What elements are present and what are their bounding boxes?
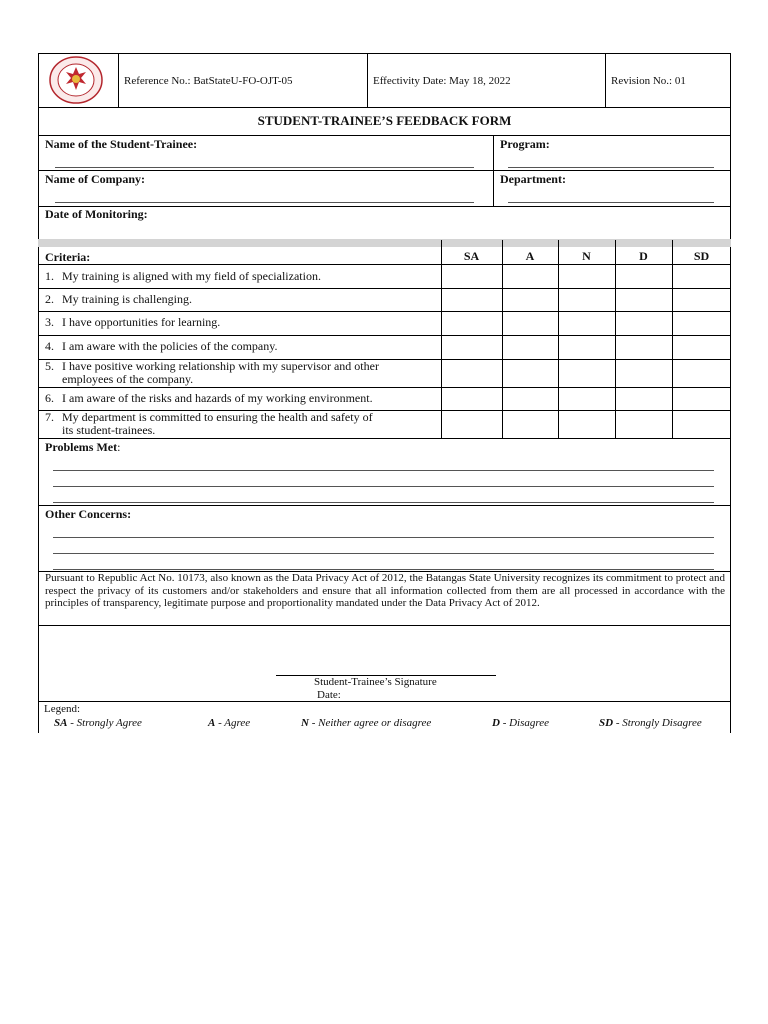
legend-sd (599, 717, 702, 729)
problems-colon: : (117, 440, 121, 454)
criteria-item-6 (45, 392, 435, 405)
divider (38, 625, 731, 626)
legend-text: - Strongly Disagree (613, 717, 702, 729)
divider (367, 53, 368, 107)
legend-d (492, 717, 549, 729)
column-sa: SA (463, 249, 480, 263)
legend-text: - Strongly Agree (67, 717, 142, 729)
item-number: 5. (45, 359, 54, 373)
problems-line-2[interactable] (53, 486, 714, 487)
department-label: Department: (500, 172, 566, 186)
divider (118, 53, 119, 107)
feedback-form (38, 53, 731, 733)
item-text: My department is committed to ensuring the health and safety of (62, 410, 373, 424)
rating-cells[interactable] (442, 265, 730, 438)
reference-number: Reference No.: BatStateU-FO-OJT-05 (124, 75, 293, 87)
department-field[interactable] (508, 202, 714, 203)
legend-abbr: SA (54, 717, 68, 729)
concerns-line-2[interactable] (53, 553, 714, 554)
data-privacy-notice: Pursuant to Republic Act No. 10173, also known as the Data Privacy Act of 2012, the Batangas State University recognizes its commitment to protect and respect the privacy of its customers and/or stakeholders and ensure that all information collected from them are all processed in accordance with the principles of transparency, legitimate purpose and proportionality mandated under the Data Privacy Act of 2012. (45, 572, 725, 610)
item-text-continued: its student-trainees. (62, 423, 156, 437)
divider (38, 701, 731, 702)
student-name-label: Name of the Student-Trainee: (45, 137, 198, 151)
company-field[interactable] (55, 202, 474, 203)
column-d: D (639, 249, 648, 263)
problems-line-1[interactable] (53, 470, 714, 471)
criteria-item-1 (45, 270, 435, 283)
student-name-field[interactable] (55, 167, 474, 168)
item-number: 6. (45, 391, 54, 405)
legend-text: - Neither agree or disagree (308, 717, 432, 729)
legend-text: - Agree (215, 717, 251, 729)
divider (605, 53, 606, 107)
effectivity-date: Effectivity Date: May 18, 2022 (373, 75, 511, 87)
item-text-continued: employees of the company. (62, 372, 194, 386)
monitoring-date-label: Date of Monitoring: (45, 207, 148, 221)
concerns-line-3[interactable] (53, 569, 714, 570)
problems-line-3[interactable] (53, 502, 714, 503)
divider (38, 170, 731, 171)
divider (38, 107, 731, 108)
legend-abbr: D (492, 717, 500, 729)
legend-title: Legend: (44, 703, 81, 715)
item-number: 4. (45, 339, 54, 353)
legend-abbr: N (301, 717, 309, 729)
item-text: My training is aligned with my field of specialization. (62, 269, 321, 283)
legend-abbr: A (208, 717, 216, 729)
item-number: 3. (45, 315, 54, 329)
item-text: I am aware of the risks and hazards of my working environment. (62, 391, 373, 405)
university-logo (48, 56, 104, 104)
criteria-header: Criteria: (45, 250, 91, 264)
divider (38, 505, 731, 506)
program-label: Program: (500, 137, 550, 151)
criteria-item-5 (45, 360, 435, 386)
column-a: A (525, 249, 535, 263)
signature-date-label: Date: (317, 689, 341, 701)
legend-abbr: SD (599, 717, 614, 729)
criteria-item-7 (45, 411, 435, 437)
company-label: Name of Company: (45, 172, 145, 186)
criteria-item-3 (45, 316, 435, 329)
item-text: I am aware with the policies of the company. (62, 339, 278, 353)
column-n: N (582, 249, 591, 263)
column-sd: SD (693, 249, 710, 263)
legend-a (208, 717, 250, 729)
item-text: I have positive working relationship with my supervisor and other (62, 359, 379, 373)
program-field[interactable] (508, 167, 714, 168)
legend-text: - Disagree (499, 717, 550, 729)
item-number: 7. (45, 410, 54, 424)
divider (38, 135, 731, 136)
criteria-item-2 (45, 293, 435, 306)
legend-n (301, 717, 431, 729)
problems-label (45, 440, 120, 454)
form-title: STUDENT-TRAINEE’S FEEDBACK FORM (257, 113, 512, 128)
problems-label-text: Problems Met (45, 440, 118, 454)
concerns-label: Other Concerns: (45, 507, 132, 521)
criteria-item-4 (45, 340, 435, 353)
section-separator-band (38, 239, 731, 247)
item-text: My training is challenging. (62, 292, 192, 306)
divider (38, 438, 731, 439)
revision-number: Revision No.: 01 (611, 75, 686, 87)
legend-sa (54, 717, 142, 729)
item-number: 2. (45, 292, 54, 306)
item-text: I have opportunities for learning. (62, 315, 221, 329)
item-number: 1. (45, 269, 54, 283)
signature-label: Student-Trainee’s Signature (314, 676, 437, 688)
concerns-line-1[interactable] (53, 537, 714, 538)
